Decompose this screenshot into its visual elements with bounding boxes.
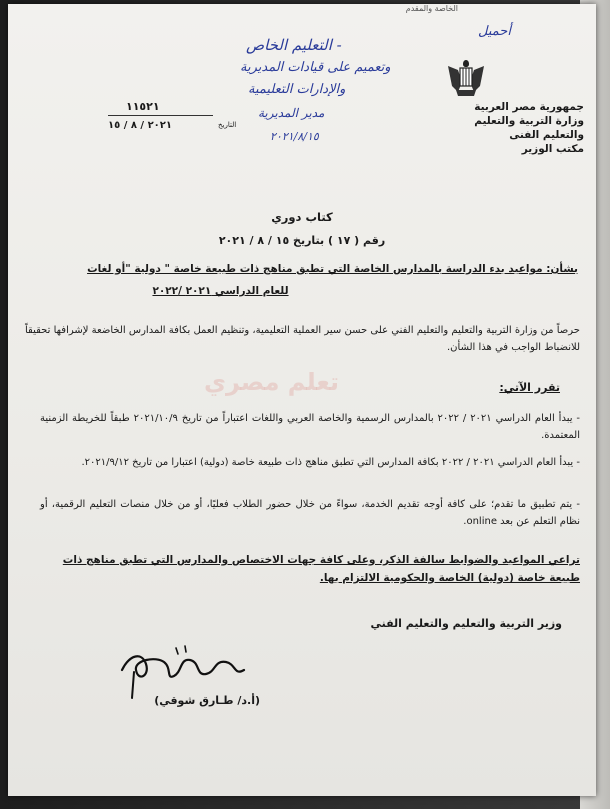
reference-divider [108,115,213,116]
handwritten-line-2: وتعميم على قيادات المديرية [240,60,391,75]
reference-date-label: التاريخ [218,121,237,129]
decision-heading: تقرر الآتي: [499,381,560,394]
ministry-header [434,100,584,156]
document-title: كتاب دوري [271,210,333,224]
minister-title: وزير التربية والتعليم والتعليم الفني [370,617,562,630]
handwritten-line-1: - التعليم الخاص [246,36,342,54]
document-page [8,4,596,796]
subject-year: للعام الدراسي ٢٠٢١ /٢٠٢٢ [152,285,289,297]
reference-number: ١١٥٢١ [126,100,160,113]
intro-paragraph: حرصاً من وزارة التربية والتعليم والتعليم الفني على حسن سير العملية التعليمية، وتنظيم العمل بكافة المدارس الخاضعة لإشرافها تحقيقاً للانضباط الواجب في هذا الشأن. [25,325,580,353]
handwritten-line-4: مدير المديرية [258,106,325,120]
closing-paragraph: تراعي المواعيد والضوابط سالفة الذكر، وعلى كافة جهات الاختصاص والمدارس التي تطبق مناهج ذات طبيعة خاصة (دولية) الخاصة والحكومية الالتزام بها. [62,554,580,584]
handwritten-line-3: والإدارات التعليمية [248,82,346,97]
header-ministry: وزارة التربية والتعليم والتعليم الفنى [474,115,584,141]
document-number-line: رقم ( ١٧ ) بتاريخ ١٥ / ٨ / ٢٠٢١ [218,234,386,247]
corner-note: الخاصة والمقدم [405,4,458,13]
decision-item: - يبدأ العام الدراسي ٢٠٢١ / ٢٠٢٢ بالمدارس الرسمية والخاصة العربي واللغات اعتباراً من تاريخ ٢٠٢١/١٠/٩ طبقاً للخريطة الزمنية المعتمدة. [40,413,581,441]
header-country: جمهورية مصر العربية [474,101,584,113]
handwritten-top-right: أحميل [478,24,511,39]
decision-item: - يبدأ العام الدراسي ٢٠٢١ / ٢٠٢٢ بكافة المدارس التي تطبق مناهج ذات طبيعة خاصة (دولية) اعتبارا من تاريخ ٢٠٢١/٩/١٢. [81,457,580,468]
document-subject [23,258,578,302]
watermark: تعلم مصري [204,368,339,396]
eagle-emblem-icon [444,56,488,98]
minister-name: (أ.د/ طـارق شوقي) [154,694,260,707]
reference-date: ٢٠٢١ / ٨ / ١٥ [108,120,172,131]
header-office: مكتب الوزير [521,143,584,155]
handwritten-date: ٢٠٢١/٨/١٥ [270,130,319,143]
subject-text: بشأن: مواعيد بدء الدراسة بالمدارس الخاصة التي تطبق مناهج ذات طبيعة خاصة " دولية "أو لغات [87,263,578,275]
decision-item: - يتم تطبيق ما تقدم؛ على كافة أوجه تقديم الخدمة، سواءً من خلال حضور الطلاب فعليًا، أو من خلال منصات التعليم الرقمية، أو نظام التعلم عن بعد online. [40,499,580,527]
